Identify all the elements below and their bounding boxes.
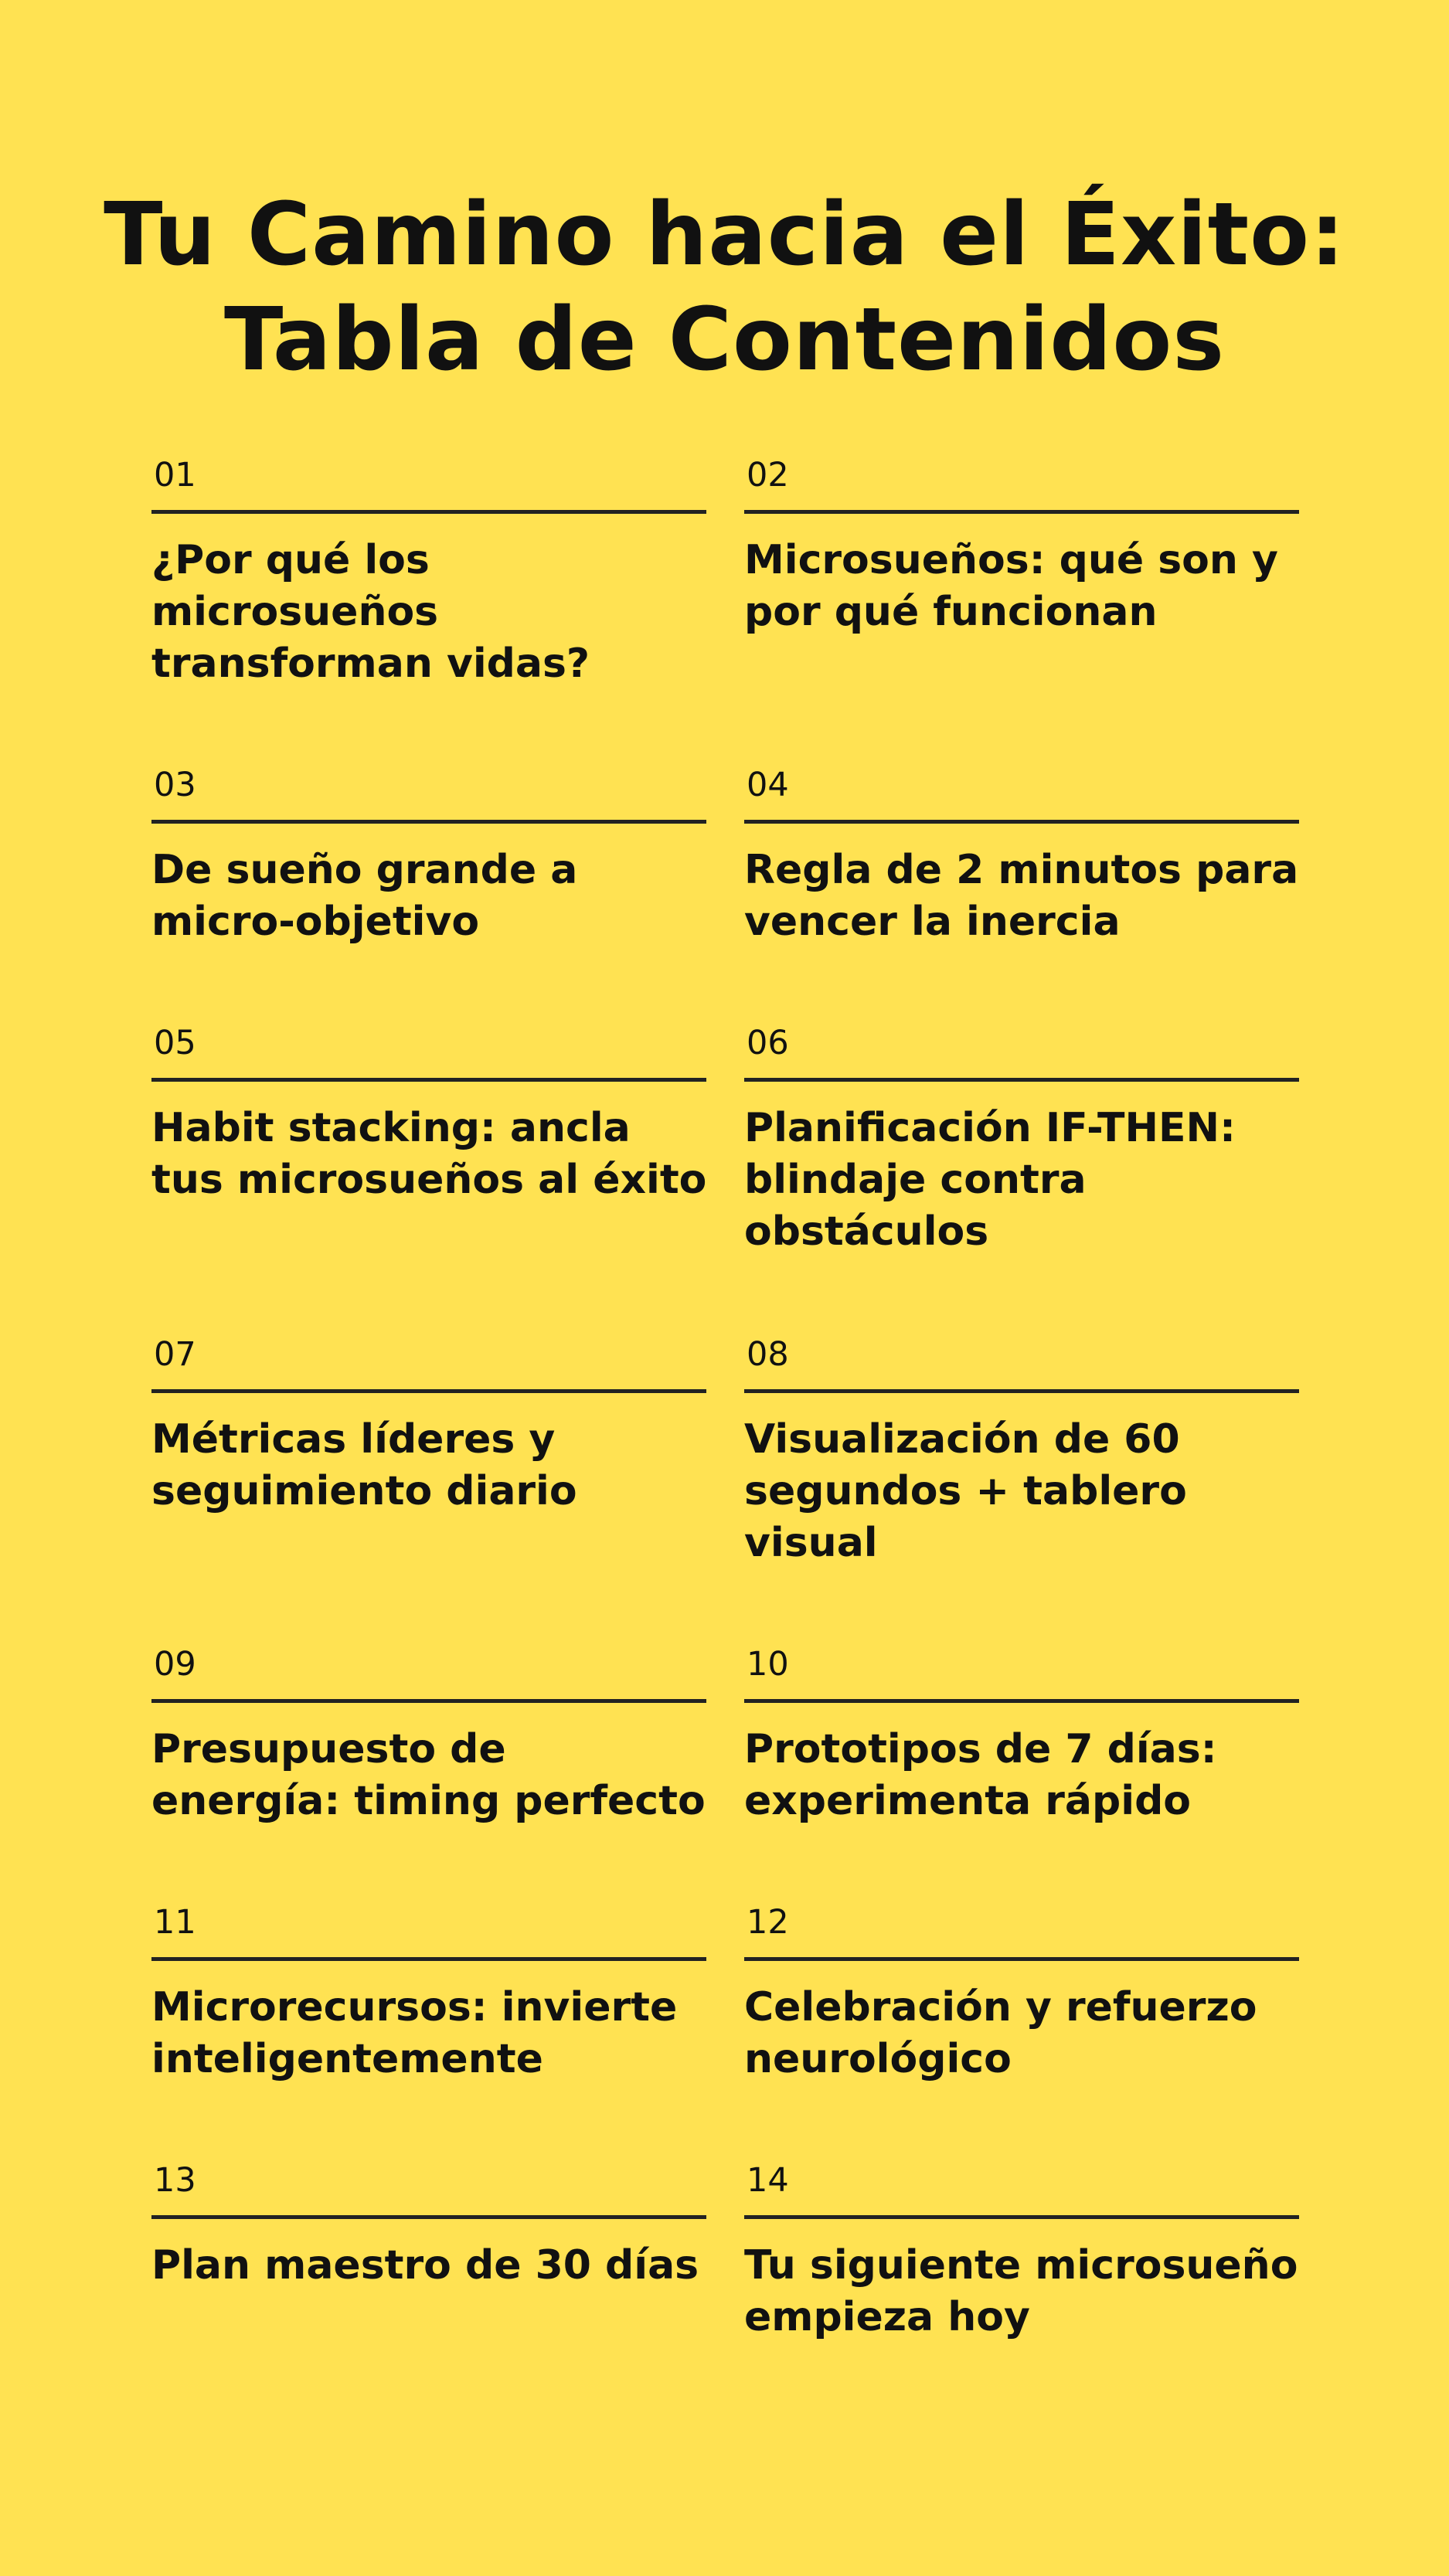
page-title (0, 182, 1449, 393)
entry-divider (744, 510, 1299, 514)
entry-title: Habit stacking: ancla tus microsueños al éxito (151, 1105, 707, 1203)
entry-divider (151, 1389, 706, 1393)
entry-divider (744, 1699, 1299, 1703)
entry-number: 12 (747, 1903, 789, 1942)
entry-title: Visualización de 60 segundos + tablero visual (744, 1416, 1187, 1566)
entry-divider (151, 1699, 706, 1703)
entry-number: 08 (747, 1335, 789, 1374)
entry-number: 11 (154, 1903, 196, 1942)
entry-divider (151, 1078, 706, 1082)
entry-divider (151, 1957, 706, 1961)
entry-title: De sueño grande a micro-objetivo (151, 847, 578, 945)
entry-number: 06 (747, 1024, 789, 1062)
entry-divider (744, 2215, 1299, 2219)
entry-number: 13 (154, 2161, 196, 2200)
entry-number: 04 (747, 766, 789, 804)
entry-title: Tu siguiente microsueño empieza hoy (744, 2242, 1298, 2340)
entry-divider (744, 1957, 1299, 1961)
entry-divider (151, 510, 706, 514)
entry-number: 09 (154, 1645, 196, 1684)
entry-divider (744, 820, 1299, 824)
entry-divider (744, 1389, 1299, 1393)
entry-divider (744, 1078, 1299, 1082)
entry-divider (151, 820, 706, 824)
entry-number: 07 (154, 1335, 196, 1374)
entry-title: Prototipos de 7 días: experimenta rápido (744, 1726, 1217, 1824)
entry-number: 10 (747, 1645, 789, 1684)
entry-title: Métricas líderes y seguimiento diario (151, 1416, 577, 1514)
entry-title: Planificación IF-THEN: blindaje contra obstáculos (744, 1105, 1236, 1255)
entry-title: Plan maestro de 30 días (151, 2242, 699, 2289)
title-line-2: Tabla de Contenidos (223, 290, 1226, 390)
entry-number: 05 (154, 1024, 196, 1062)
entry-number: 14 (747, 2161, 789, 2200)
entry-title: Celebración y refuerzo neurológico (744, 1984, 1257, 2082)
entry-title: Microsueños: qué son y por qué funcionan (744, 537, 1278, 635)
entry-title: ¿Por qué los microsueños transforman vidas? (151, 537, 590, 687)
entry-title: Presupuesto de energía: timing perfecto (151, 1726, 706, 1824)
entry-title: Regla de 2 minutos para vencer la inercia (744, 847, 1299, 945)
entry-divider (151, 2215, 706, 2219)
entry-number: 03 (154, 766, 196, 804)
entry-number: 02 (747, 456, 789, 494)
entry-title: Microrecursos: invierte inteligentemente (151, 1984, 678, 2082)
entry-number: 01 (154, 456, 196, 494)
title-line-1: Tu Camino hacia el Éxito: (104, 185, 1345, 285)
